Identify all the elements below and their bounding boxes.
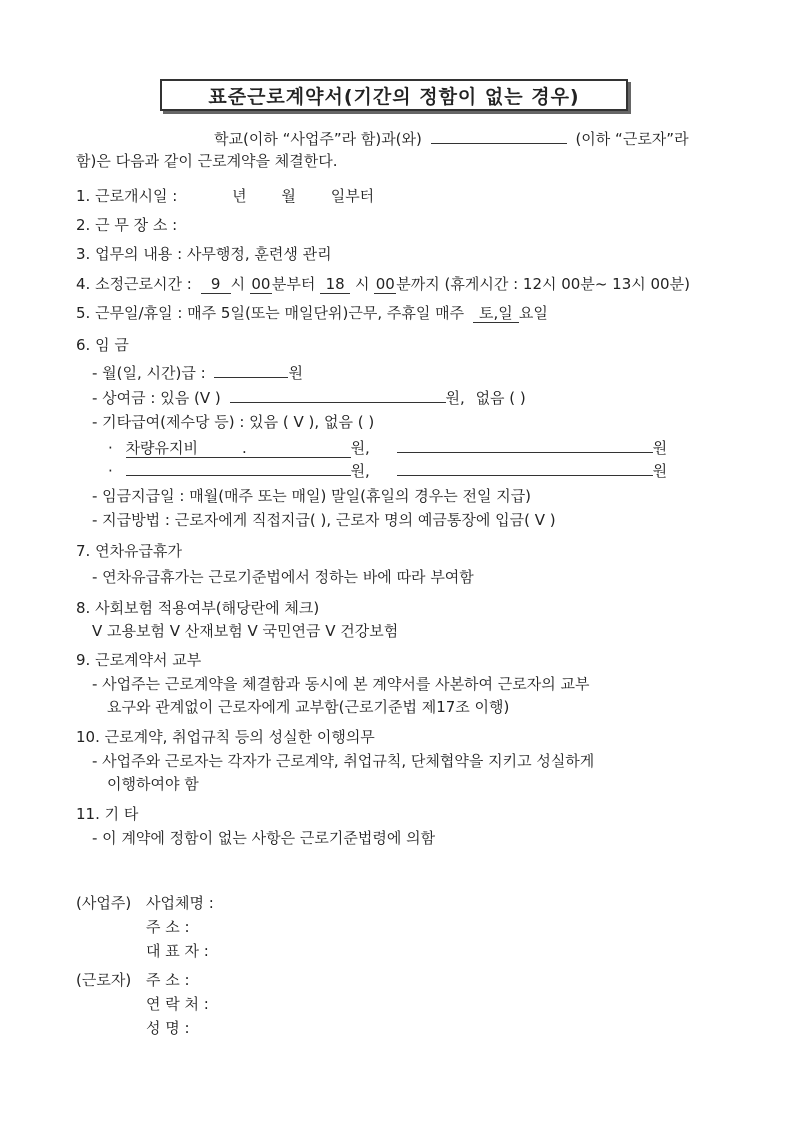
good-faith-text-2: 이행하여야 함 — [107, 775, 199, 793]
hour-unit: 시 — [230, 275, 246, 293]
start-hour-value: 9 — [201, 276, 231, 294]
employee-name: 성 명 : — [146, 1019, 190, 1037]
other-text: - 이 계약에 정함이 없는 사항은 근로기준법령에 의함 — [92, 829, 436, 847]
employee-address: 주 소 : — [146, 971, 190, 989]
clause-workdays — [76, 303, 548, 323]
bonus-line — [92, 387, 526, 408]
rest-time: (휴게시간 : 12시 00분~ 13시 00분) — [444, 275, 690, 293]
employer-business-name: 사업체명 : — [146, 894, 214, 912]
clause-good-faith: 10. 근로계약, 취업규칙 등의 성실한 이행의무 — [76, 728, 375, 746]
payday-line: - 임금지급일 : 매월(매주 또는 매일) 말일(휴일의 경우는 전일 지급) — [92, 487, 532, 505]
clause-other: 11. 기 타 — [76, 805, 139, 823]
item2-unit-2: 원 — [652, 462, 668, 480]
clause-job-description: 3. 업무의 내용 : 사무행정, 훈련생 관리 — [76, 245, 332, 263]
item2-amount-blank-2[interactable] — [397, 460, 653, 476]
employee-label: (근로자) — [76, 971, 132, 989]
working-hours-label: 4. 소정근로시간 : — [76, 275, 192, 293]
page-title: 표준근로계약서(기간의 정함이 없는 경우) — [208, 85, 580, 108]
item1-name-field — [126, 440, 351, 458]
clause-contract-delivery: 9. 근로계약서 교부 — [76, 651, 202, 669]
intro-party-prefix: 학교(이하 “사업주”라 함)과(와) — [214, 130, 422, 148]
clause-annual-leave: 7. 연차유급휴가 — [76, 542, 183, 560]
intro-line-1 — [214, 128, 689, 149]
end-minute-value: 00 — [375, 275, 395, 293]
good-faith-text-1: - 사업주와 근로자는 각자가 근로계약, 취업규칙, 단체협약을 지키고 성실하게 — [92, 752, 595, 770]
intro-line-2: 함)은 다음과 같이 근로계약을 체결한다. — [76, 152, 338, 170]
bonus-none: 없음 ( ) — [475, 389, 526, 407]
employee-contact: 연 락 처 : — [146, 995, 209, 1013]
item1-unit: 원, — [350, 439, 370, 457]
clause-start-date — [76, 186, 374, 206]
social-insurance-checks: V 고용보험 V 산재보험 V 국민연금 V 건강보험 — [92, 622, 399, 640]
employee-name-blank[interactable] — [431, 128, 567, 144]
start-date-day: 일부터 — [330, 187, 375, 205]
item2-unit: 원, — [350, 462, 370, 480]
item1-amount-blank-2[interactable] — [397, 437, 653, 453]
bullet: · — [108, 462, 113, 480]
bonus-prefix: - 상여금 : 있음 (V ) — [92, 389, 221, 407]
hour-unit-2: 시 — [354, 275, 370, 293]
bonus-unit: 원, — [445, 389, 465, 407]
weekday-suffix: 요일 — [518, 304, 548, 322]
item1-unit-2: 원 — [652, 439, 668, 457]
wage-line — [92, 362, 303, 383]
other-pay-item-2 — [108, 460, 667, 481]
item2-name-blank[interactable] — [126, 460, 351, 476]
bonus-amount-blank[interactable] — [230, 387, 446, 403]
clause-wage-heading: 6. 임 금 — [76, 336, 129, 354]
payment-method-line: - 지급방법 : 근로자에게 직접지급( ), 근로자 명의 예금통장에 입금( V ) — [92, 511, 556, 529]
employer-address: 주 소 : — [146, 918, 190, 936]
wage-amount-blank[interactable] — [214, 362, 288, 378]
clause-workplace: 2. 근 무 장 소 : — [76, 216, 178, 234]
item1-name: 차량유지비 — [125, 439, 199, 457]
end-hour-value: 18 — [320, 276, 350, 294]
start-date-label: 1. 근로개시일 : — [76, 187, 178, 205]
annual-leave-text: - 연차유급휴가는 근로기준법에서 정하는 바에 따라 부여함 — [92, 568, 474, 586]
wage-unit: 원 — [288, 364, 303, 382]
employer-label: (사업주) — [76, 894, 132, 912]
contract-delivery-text-1: - 사업주는 근로계약을 체결함과 동시에 본 계약서를 사본하여 근로자의 교부 — [92, 675, 590, 693]
clause-working-hours — [76, 274, 690, 294]
contract-delivery-text-2: 요구와 관계없이 근로자에게 교부함(근로기준법 제17조 이행) — [107, 698, 510, 716]
item1-dot: . — [242, 439, 247, 457]
wage-prefix: - 월(일, 시간)급 : — [92, 364, 206, 382]
until-unit: 분까지 — [396, 275, 440, 293]
start-date-month: 월 — [281, 187, 296, 205]
start-minute-value: 00 — [251, 275, 271, 293]
clause-social-insurance: 8. 사회보험 적용여부(해당란에 체크) — [76, 599, 320, 617]
bullet: · — [108, 439, 113, 457]
from-unit: 분부터 — [271, 275, 316, 293]
other-pay-item-1 — [108, 437, 667, 458]
start-date-year: 년 — [232, 187, 247, 205]
other-pay-line: - 기타급여(제수당 등) : 있음 ( V ), 없음 ( ) — [92, 413, 375, 431]
employer-representative: 대 표 자 : — [146, 942, 209, 960]
workdays-label: 5. 근무일/휴일 : 매주 5일(또는 매일단위)근무, 주휴일 매주 — [76, 304, 465, 322]
weekly-holiday-value: 토,일 — [473, 305, 519, 323]
intro-employee-suffix: (이하 “근로자”라 — [575, 130, 689, 148]
title-box — [160, 79, 628, 111]
